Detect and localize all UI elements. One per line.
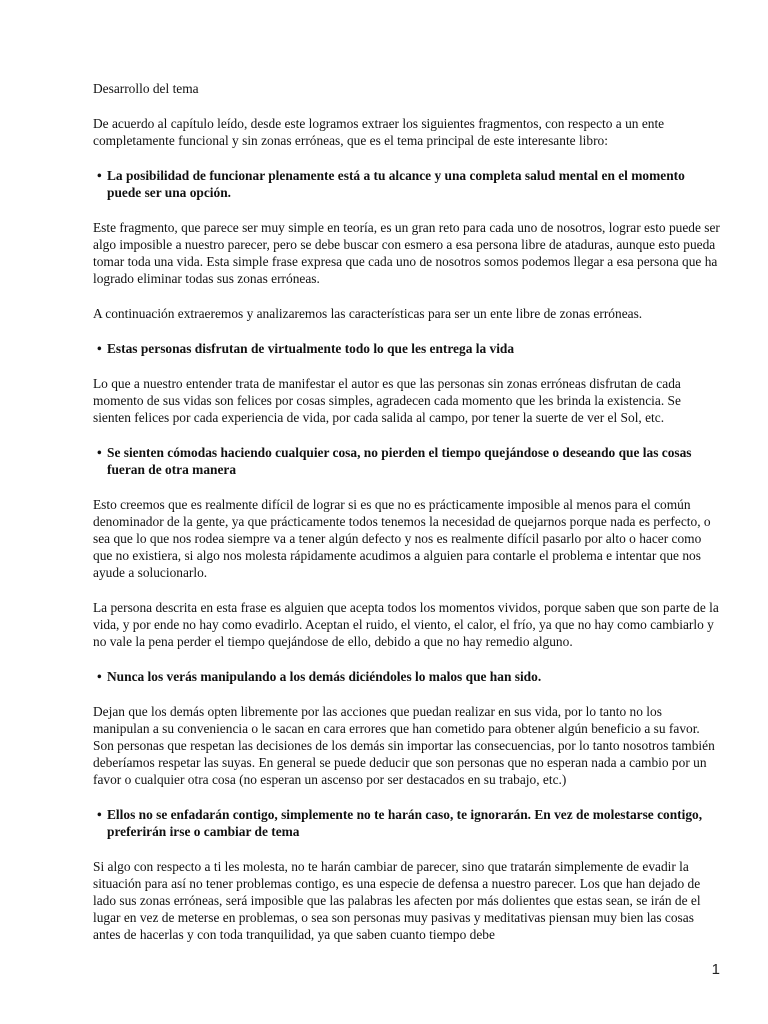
document-page	[93, 80, 721, 961]
bullet-text: Se sienten cómodas haciendo cualquier cosa, no pierden el tiempo quejándose o deseando que las cosas fueran de otra manera	[107, 445, 692, 477]
bullet-text: Estas personas disfrutan de virtualmente todo lo que les entrega la vida	[107, 341, 515, 356]
body-paragraph: Si algo con respecto a ti les molesta, no te harán cambiar de parecer, sino que tratarán simplemente de evadir la situación para así no tener problemas contigo, es una especie de defensa a nuestro parecer. Los que han dejado de lado sus zonas erróneas, será imposible que las palabras les afecten por más dolientes que estas sean, se irán de el lugar en vez de meterse en problemas, o sea son personas muy pasivas y meditativas piensan muy bien las cosas antes de hacerlas y con toda tranquilidad, ya que saben cuanto tiempo debe	[93, 859, 701, 942]
body-paragraph: La persona descrita en esta frase es alguien que acepta todos los momentos vividos, porque saben que son parte de la vida, y por ende no hay como evadirlo. Aceptan el ruido, el viento, el calor, el frío, ya que no hay como cambiarlo y no vale la pena perder el tiempo quejándose de ello, debido a que no hay remedio alguno.	[93, 600, 719, 649]
body-paragraph: Este fragmento, que parece ser muy simple en teoría, es un gran reto para cada uno de nosotros, lograr esto puede ser algo imposible a nuestro parecer, pero se debe buscar con esmero a esa persona libre de ataduras, aunque esto pueda tomar toda una vida. Esta simple frase expresa que cada uno de nosotros somos podemos llegar a esa persona que ha logrado eliminar todas sus zonas erróneas.	[93, 220, 720, 286]
bullet-item	[93, 668, 721, 685]
bullet-icon: •	[97, 341, 102, 356]
bullet-icon: •	[97, 168, 102, 183]
body-paragraph: A continuación extraeremos y analizaremos las características para ser un ente libre de zonas erróneas.	[93, 306, 643, 321]
body-paragraph: Lo que a nuestro entender trata de manifestar el autor es que las personas sin zonas erróneas disfrutan de cada momento de sus vidas son felices por cosas simples, agradecen cada momento que les brinda la existencia. Se sienten felices por cada experiencia de vida, por cada salida al campo, por tener la suerte de ver el Sol, etc.	[93, 376, 681, 425]
intro-paragraph: De acuerdo al capítulo leído, desde este logramos extraer los siguientes fragmentos, con respecto a un ente completamente funcional y sin zonas erróneas, que es el tema principal de este interesante libro:	[93, 116, 665, 148]
bullet-icon: •	[97, 445, 102, 460]
bullet-icon: •	[97, 807, 102, 822]
section-heading: Desarrollo del tema	[93, 81, 199, 96]
page-number: 1	[711, 961, 720, 978]
bullet-item	[93, 444, 721, 478]
bullet-text: Nunca los verás manipulando a los demás diciéndoles lo malos que han sido.	[107, 669, 542, 684]
bullet-text: La posibilidad de funcionar plenamente está a tu alcance y una completa salud mental en el momento puede ser una opción.	[107, 168, 685, 200]
body-paragraph: Dejan que los demás opten libremente por las acciones que puedan realizar en sus vida, por lo tanto no los manipulan a su conveniencia o le sacan en cara errores que han cometido para obtener algún beneficio a su favor. Son personas que respetan las decisiones de los demás sin importar las consecuencias, por lo tanto nosotros también deberíamos respetar las suyas. En general se puede deducir que son personas que no esperan nada a cambio por un favor o cualquier otra cosa (no esperan un ascenso por ser destacados en su trabajo, etc.)	[93, 704, 715, 787]
bullet-text: Ellos no se enfadarán contigo, simplemente no te harán caso, te ignorarán. En vez de molestarse contigo, preferirán irse o cambiar de tema	[107, 807, 703, 839]
bullet-item	[93, 806, 721, 840]
bullet-item	[93, 167, 721, 201]
body-paragraph: Esto creemos que es realmente difícil de lograr si es que no es prácticamente imposible al menos para el común denominador de la gente, ya que prácticamente todos tenemos la necesidad de quejarnos porque nada es perfecto, o sea que lo que nos rodea siempre va a tener algún defecto y nos es realmente difícil pasarlo por alto o hacer como que no existiera, si algo nos molesta rápidamente acudimos a alguien para contarle el problema e intentar que nos ayude a solucionarlo.	[93, 497, 711, 580]
bullet-icon: •	[97, 669, 102, 684]
bullet-item	[93, 340, 721, 357]
